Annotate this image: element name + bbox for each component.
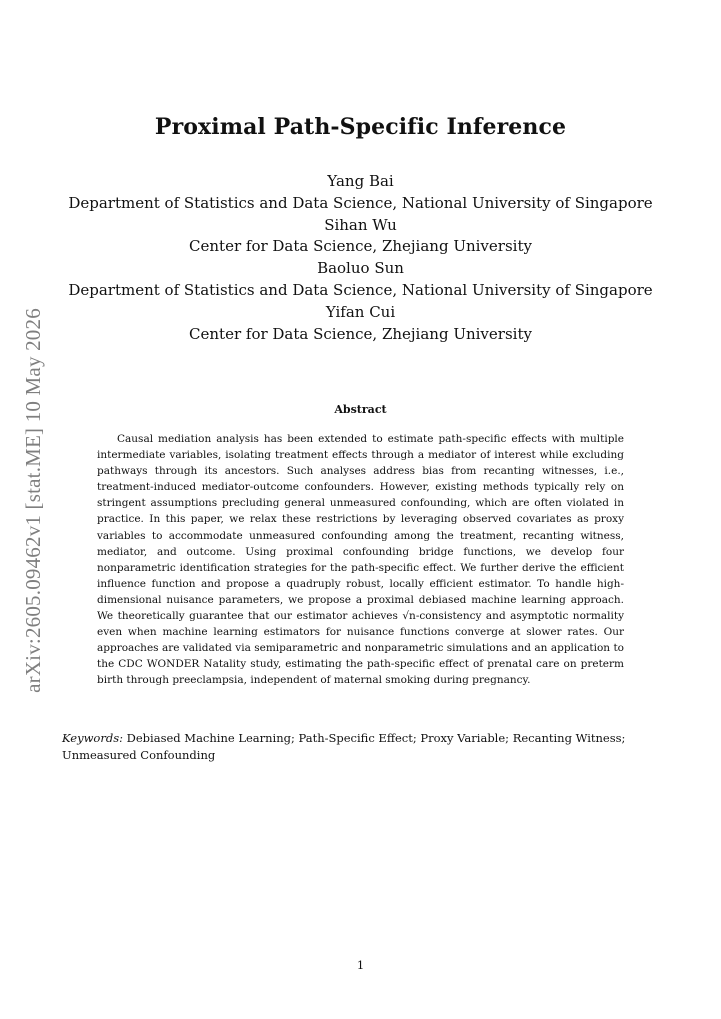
author-name: Yang Bai [327,172,394,190]
author-affiliation: Center for Data Science, Zhejiang University [189,237,532,256]
author-block [40,171,681,345]
keywords-text: Debiased Machine Learning; Path-Specific Effect; Proxy Variable; Recanting Witness; Unmeasured Confounding [62,731,626,762]
page-number: 1 [356,958,365,972]
arxiv-identifier-stamp [20,285,46,715]
paper-title: Proximal Path-Specific Inference [154,114,567,140]
author-affiliation: Department of Statistics and Data Science, National University of Singapore [68,193,653,212]
keywords-label: Keywords: [62,731,123,745]
author-affiliation: Department of Statistics and Data Science, National University of Singapore [68,280,653,299]
author-affiliation: Center for Data Science, Zhejiang University [189,324,532,343]
abstract-heading: Abstract [334,403,387,416]
author-name: Sihan Wu [324,215,397,234]
author-name: Yifan Cui [325,302,396,321]
abstract-body [97,431,624,689]
author-name: Baoluo Sun [317,259,404,278]
keywords-line [62,730,662,764]
abstract-paragraph: Causal mediation analysis has been extended to estimate path-specific effects with multiple intermediate variables, isolating treatment effects through a mediator of interest while excluding pathways through its ancestors. Such analyses address bias from recanting witnesses, i.e., treatment-induced mediator-outcome confounders. However, existing methods typically rely on stringent assumptions precluding general unmeasured confounding, which are often violated in practice. In this paper, we relax these restrictions by leveraging observed covariates as proxy variables to accommodate unmeasured confounding among the treatment, recanting witness, mediator, and outcome. Using proximal confounding bridge functions, we develop four nonparametric identification strategies for the path-specific effect. We further derive the efficient influence function and propose a quadruply robust, locally efficient estimator. To handle high-dimensional nuisance parameters, we propose a proximal debiased machine learning approach. We theoretically guarantee that our estimator achieves √n-consistency and asymptotic normality even when machine learning estimators for nuisance functions converge at slower rates. Our approaches are validated via semiparametric and nonparametric simulations and an application to the CDC WONDER Natality study, estimating the path-specific effect of prenatal care on preterm birth through preeclampsia, independent of maternal smoking during pregnancy. [97,433,624,687]
arxiv-identifier-text: arXiv:2605.09462v1 [stat.ME] 10 May 2026 [20,307,45,693]
